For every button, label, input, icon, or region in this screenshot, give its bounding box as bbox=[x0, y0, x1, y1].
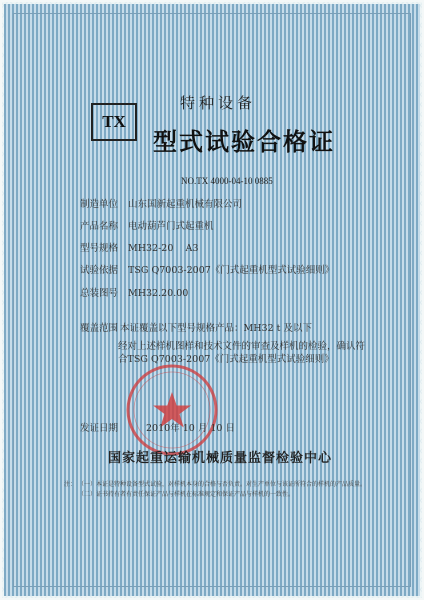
issue-date-label: 发证日期 bbox=[80, 423, 119, 434]
notes-label: 注： bbox=[64, 481, 77, 488]
field-value: 山东国新起重机械有限公司 bbox=[128, 199, 243, 210]
coverage-label: 覆盖范围 bbox=[80, 323, 119, 334]
field-model bbox=[80, 240, 198, 254]
field-label: 试验依据 bbox=[80, 265, 119, 276]
field-label: 型号规格 bbox=[80, 243, 119, 254]
field-product-name bbox=[80, 218, 214, 232]
certificate-number: NO.TX 4000-04-10 0885 bbox=[181, 176, 273, 186]
note-item: （一）本证是特种设备型式试验，对样机本身的合格与否负责。对生产单位与该证所符合的样机的产品质量。 bbox=[78, 481, 367, 488]
note-item: （二）证书持有者有责任保证产品与样机在标准规定和保证产品与样机的一致性。 bbox=[78, 491, 295, 498]
coverage-scope bbox=[80, 320, 312, 334]
field-label: 制造单位 bbox=[80, 199, 119, 210]
certificate-subtitle: 特种设备 bbox=[180, 94, 257, 112]
tx-badge: TX bbox=[91, 103, 137, 141]
field-test-basis bbox=[80, 262, 334, 276]
official-seal-icon bbox=[122, 360, 222, 460]
field-value: MH32-20 A3 bbox=[128, 243, 199, 254]
certificate-title: 型式试验合格证 bbox=[153, 127, 335, 156]
field-value: MH32.20.00 bbox=[128, 288, 189, 299]
field-drawing-no bbox=[80, 285, 188, 299]
field-label: 总装图号 bbox=[80, 288, 119, 299]
field-value: TSG Q7003-2007《门式起重机型式试验细则》 bbox=[128, 265, 335, 276]
issue-date-value: 2010年 10 月 10 日 bbox=[146, 423, 235, 434]
issue-date bbox=[80, 420, 235, 434]
inspection-statement: 经对上述样机图样和技术文件的审查及样机的检验，确认符合TSG Q7003-2007《门式起重机型式试验细则》 bbox=[118, 341, 366, 365]
field-value: 电动葫芦门式起重机 bbox=[128, 221, 214, 232]
coverage-value: 本证覆盖以下型号规格产品：MH32 t 及以下 bbox=[120, 323, 312, 334]
field-label: 产品名称 bbox=[80, 221, 119, 232]
issuing-organization: 国家起重运输机械质量监督检验中心 bbox=[107, 451, 332, 466]
field-manufacturer bbox=[80, 196, 242, 210]
